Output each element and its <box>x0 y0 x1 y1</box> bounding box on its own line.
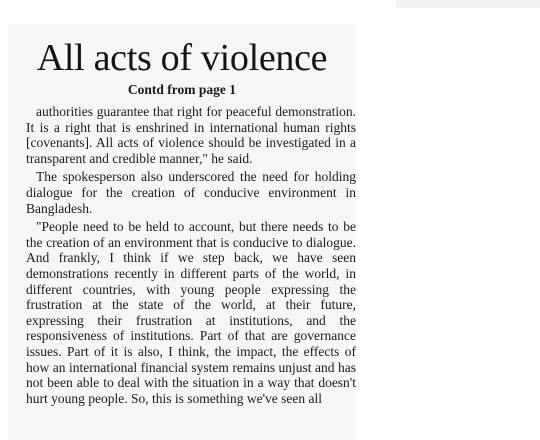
article-paragraph: authorities guarantee that right for peaceful demonstration. It is a right that is enshrined in international human rights [covenants]. All acts of violence should be investigated in a transparent and credible manner," he said. <box>26 104 356 166</box>
top-edge-strip <box>396 0 540 8</box>
continuation-label: Contd from page 1 <box>127 82 237 97</box>
article-paragraph: "People need to be held to account, but there needs to be the creation of an environment that is conducive to dialogue. And frankly, I think if we step back, we have seen demonstrations recently in different parts of the world, in different countries, with young people expressing the frustration at the state of the world, at their future, expressing their frustration at institutions, and the responsiveness of institutions. Part of that are governance issues. Part of it is also, I think, the impact, the effects of how an international financial system remains unjust and has not been able to deal with the situation in a way that doesn't hurt young people. So, this is something we've seen all <box>26 219 356 406</box>
article-headline: All acts of violence <box>36 37 328 79</box>
newspaper-column <box>8 24 356 440</box>
article-paragraph: The spokesperson also underscored the need for holding dialogue for the creation of conducive environment in Bangladesh. <box>26 169 356 216</box>
article-body <box>26 104 356 409</box>
